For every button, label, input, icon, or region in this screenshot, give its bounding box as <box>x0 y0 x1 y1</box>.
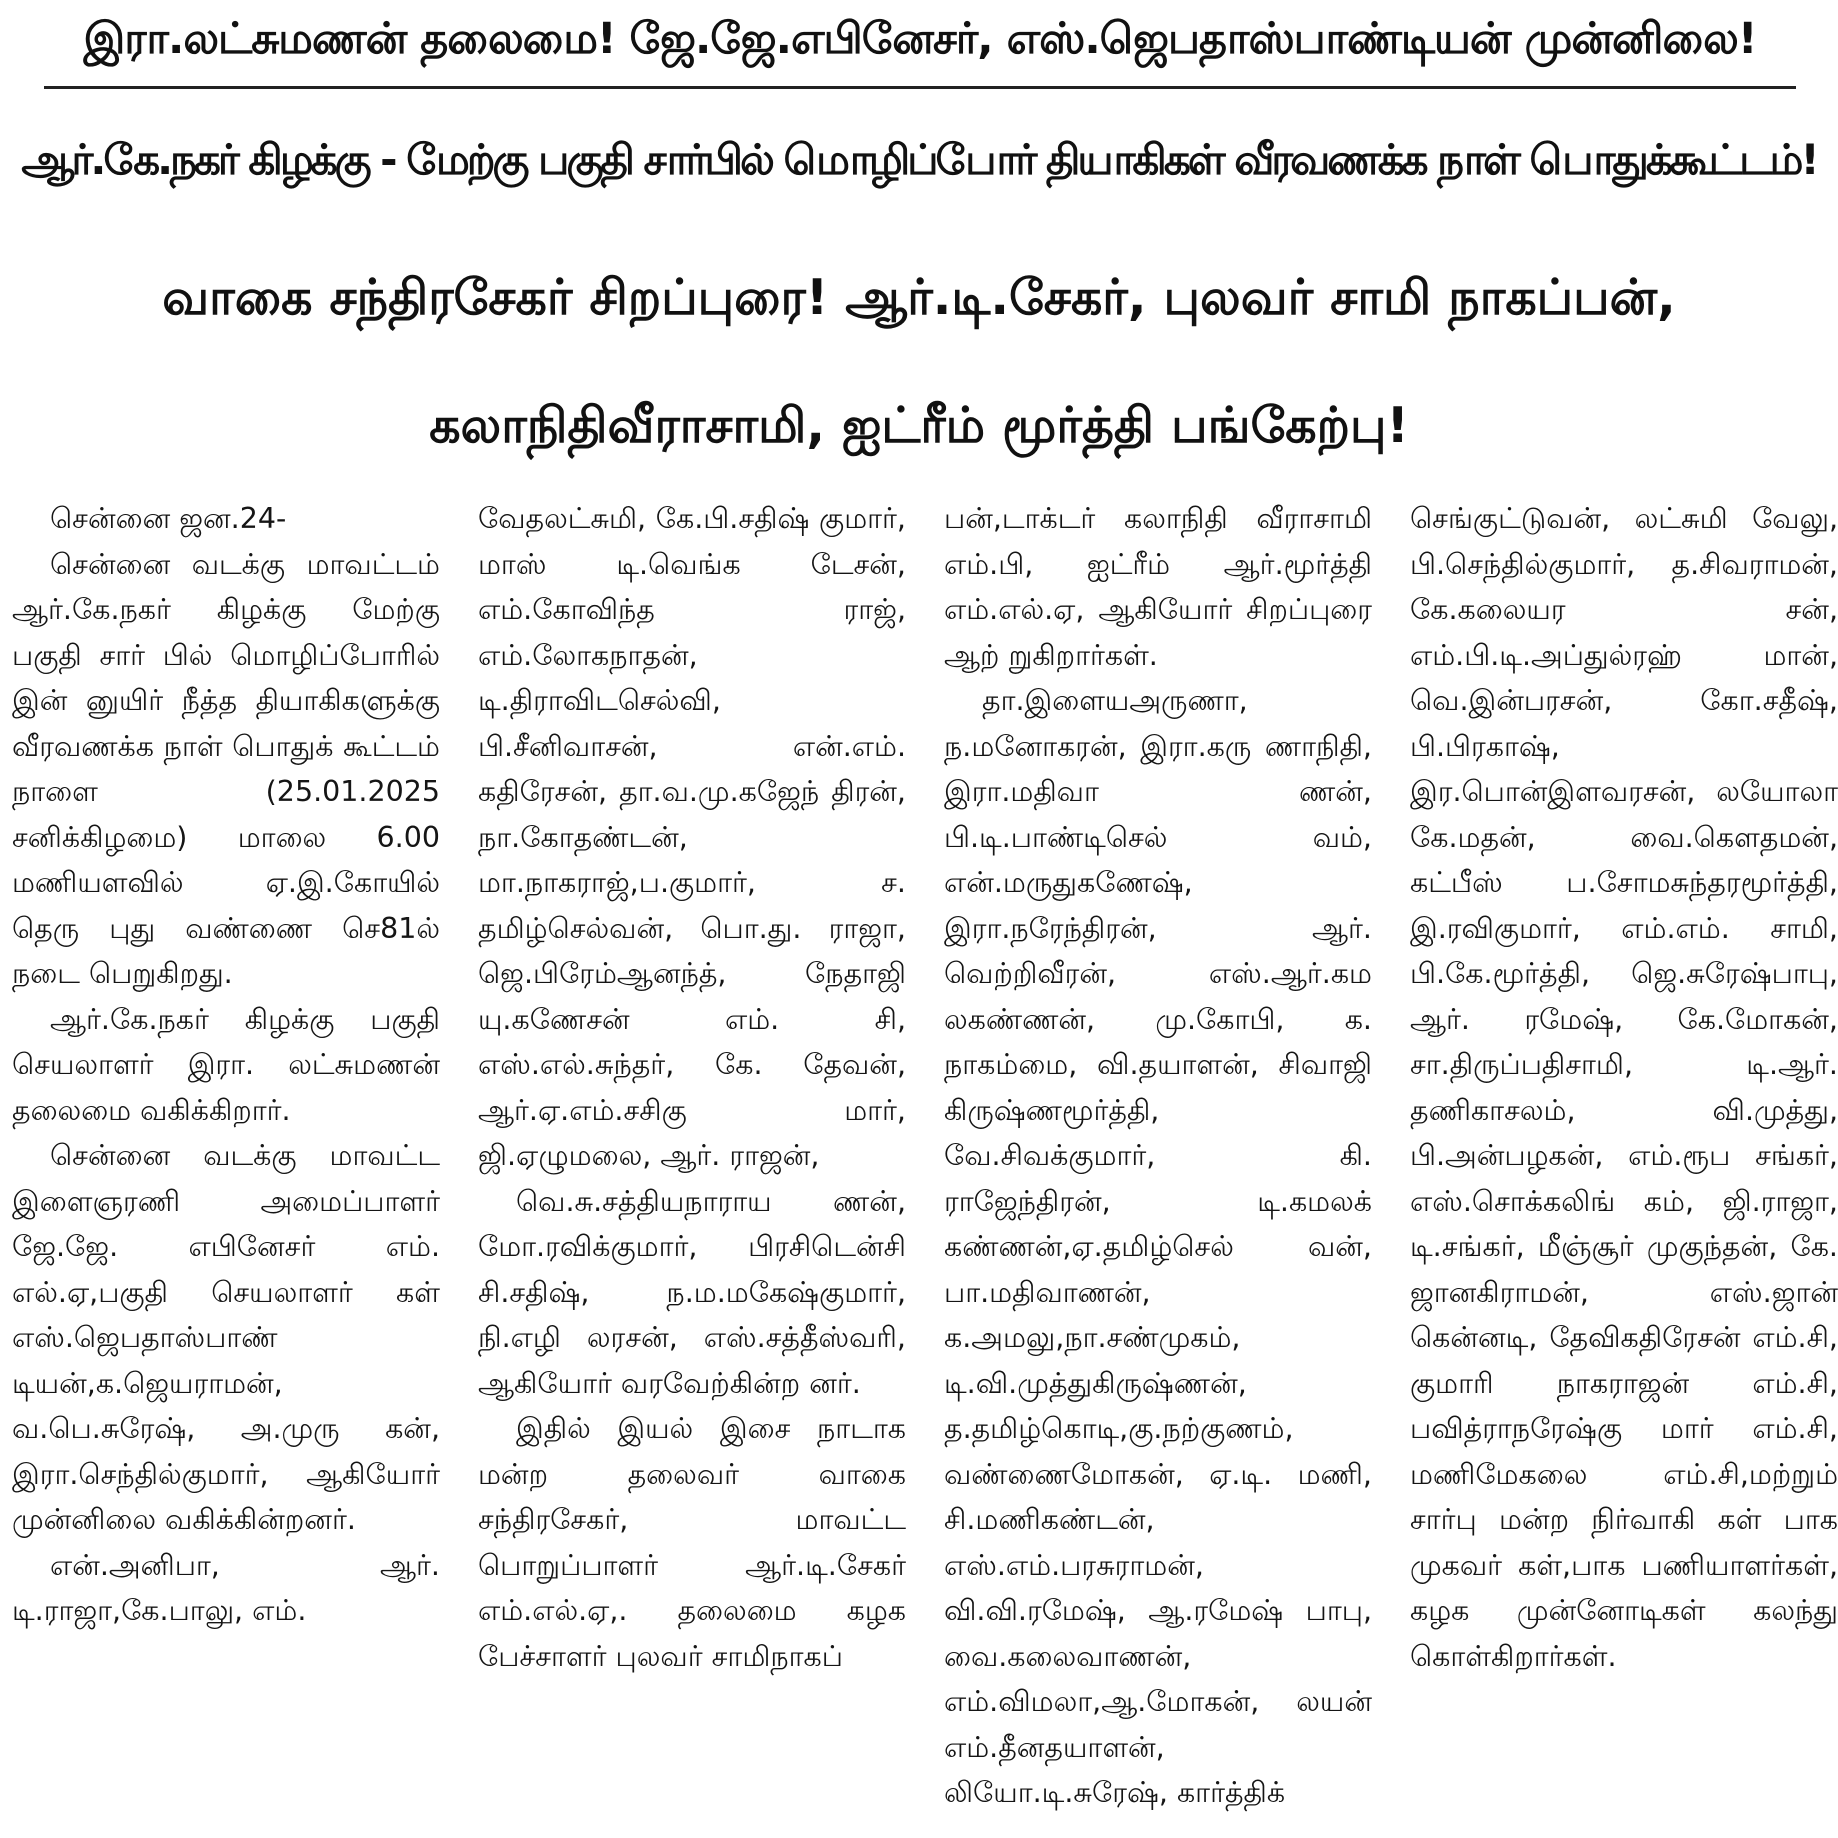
article-column-3 <box>944 496 1372 1826</box>
headline-divider <box>44 86 1796 89</box>
dateline: சென்னை ஜன.24- <box>50 502 287 535</box>
article-paragraph: தா.இளையஅருணா, ந.மனோகரன், இரா.கரு ணாநிதி, இரா.மதிவா ணன், பி.டி.பாண்டிசெல் வம், என்.மருதுகணேஷ், இரா.நரேந்திரன், ஆர். வெற்றிவீரன், எஸ்.ஆர்.கம லகண்ணன், மு.கோபி, க. நாகம்மை, வி.தயாளன், சிவாஜி கிருஷ்ணமூர்த்தி, வே.சிவக்குமார், கி. ராஜேந்திரன், டி.கமலக் கண்ணன்,ஏ.தமிழ்செல் வன், பா.மதிவாணன், க.அமலு,நா.சண்முகம், டி.வி.முத்துகிருஷ்ணன், த.தமிழ்கொடி,கு.நற்குணம், வண்ணைமோகன், ஏ.டி. மணி, சி.மணிகண்டன், எஸ்.எம்.பரசுராமன், வி.வி.ரமேஷ், ஆ.ரமேஷ் பாபு, வை.கலைவாணன், எம்.விமலா,ஆ.மோகன், லயன் எம்.தீனதயாளன், லியோ.டி.சுரேஷ், கார்த்திக் <box>944 684 1372 1809</box>
article-paragraph: சென்னை வடக்கு மாவட்டம் ஆர்.கே.நகர் கிழக்கு மேற்கு பகுதி சார் பில் மொழிப்போரில் இன் னுயிர் நீத்த தியாகிகளுக்கு வீரவணக்க நாள் பொதுக் கூட்டம் நாளை (25.01.2025 சனிக்கிழமை) மாலை 6.00 மணியளவில் ஏ.இ.கோயில் தெரு புது வண்ணை செ81ல் நடை பெறுகிறது. <box>12 547 440 990</box>
main-headline: ஆர்.கே.நகர் கிழக்கு - மேற்கு பகுதி சார்பில் மொழிப்போர் தியாகிகள் வீரவணக்க நாள் பொதுக்கூட்டம்! <box>21 134 1817 184</box>
article-paragraph: செங்குட்டுவன், லட்சுமி வேலு, பி.செந்தில்குமார், த.சிவராமன், கே.கலையர சன், எம்.பி.டி.அப்துல்ரஹ் மான், வெ.இன்பரசன், கோ.சதீஷ், பி.பிரகாஷ், இர.பொன்இளவரசன், லயோலா கே.மதன், வை.கௌதமன், கட்பீஸ் ப.சோமசுந்தரமூர்த்தி, இ.ரவிகுமார், எம்.எம். சாமி, பி.கே.மூர்த்தி, ஜெ.சுரேஷ்பாபு, ஆர். ரமேஷ், கே.மோகன், சா.திருப்பதிசாமி, டி.ஆர். தணிகாசலம், வி.முத்து, பி.அன்பழகன், எம்.ரூப சங்கர், எஸ்.சொக்கலிங் கம், ஜி.ராஜா, டி.சங்கர், மீஞ்சூர் முகுந்தன், கே. ஜானகிராமன், எஸ்.ஜான் கென்னடி, தேவிகதிரேசன் எம்.சி, குமாரி நாகராஜன் எம்.சி, பவித்ராநரேஷ்கு மார் எம்.சி, மணிமேகலை எம்.சி,மற்றும் சார்பு மன்ற நிர்வாகி கள் பாக முகவர் கள்,பாக பணியாளர்கள், கழக முன்னோடிகள் கலந்து கொள்கிறார்கள். <box>1410 502 1838 1673</box>
article-paragraph: வெ.சு.சத்தியநாராய ணன், மோ.ரவிக்குமார், பிரசிடென்சி சி.சதிஷ், ந.ம.மகேஷ்குமார், நி.எழி லரசன், எஸ்.சத்தீஸ்வரி, ஆகியோர் வரவேற்கின்ற னர். <box>478 1184 906 1400</box>
subheadline-line-2: கலாநிதிவீராசாமி, ஐட்ரீம் மூர்த்தி பங்கேற்பு! <box>429 397 1409 454</box>
article-paragraph: சென்னை வடக்கு மாவட்ட இளைஞரணி அமைப்பாளர் ஜே.ஜே. எபினேசர் எம். எல்.ஏ,பகுதி செயலாளர் கள் எஸ்.ஜெபதாஸ்பாண் டியன்,க.ஜெயராமன், வ.பெ.சுரேஷ், அ.முரு கன், இரா.செந்தில்குமார், ஆகியோர் முன்னிலை வகிக்கின்றனர். <box>12 1139 440 1536</box>
article-column-1 <box>12 496 440 1826</box>
article-paragraph: பன்,டாக்டர் கலாநிதி வீராசாமி எம்.பி, ஐட்ரீம் ஆர்.மூர்த்தி எம்.எல்.ஏ, ஆகியோர் சிறப்புரை ஆற் றுகிறார்கள். <box>944 502 1372 672</box>
subheadline-line-1: வாகை சந்திரசேகர் சிறப்புரை! ஆர்.டி.சேகர், புலவர் சாமி நாகப்பன், <box>162 269 1676 326</box>
kicker-headline: இரா.லட்சுமணன் தலைமை! ஜே.ஜே.எபினேசர், எஸ்.ஜெபதாஸ்பாண்டியன் முன்னிலை! <box>83 13 1757 64</box>
article-paragraph: என்.அனிபா, ஆர். டி.ராஜா,கே.பாலு, எம். <box>12 1548 440 1627</box>
article-column-2 <box>478 496 906 1826</box>
article-paragraph: இதில் இயல் இசை நாடாக மன்ற தலைவர் வாகை சந்திரசேகர், மாவட்ட பொறுப்பாளர் ஆர்.டி.சேகர் எம்.எல்.ஏ,. தலைமை கழக பேச்சாளர் புலவர் சாமிநாகப் <box>478 1412 906 1673</box>
article-paragraph: வேதலட்சுமி, கே.பி.சதிஷ் குமார், மாஸ் டி.வெங்க டேசன், எம்.கோவிந்த ராஜ், எம்.லோகநாதன், டி.திராவிடசெல்வி, பி.சீனிவாசன், என்.எம். கதிரேசன், தா.வ.மு.கஜேந் திரன், நா.கோதண்டன், மா.நாகராஜ்,ப.குமார், ச. தமிழ்செல்வன், பொ.து. ராஜா, ஜெ.பிரேம்ஆனந்த், நேதாஜி யு.கணேசன் எம். சி, எஸ்.எல்.சுந்தர், கே. தேவன், ஆர்.ஏ.எம்.சசிகு மார், ஜி.ஏழுமலை, ஆர். ராஜன், <box>478 502 906 1172</box>
article-paragraph: ஆர்.கே.நகர் கிழக்கு பகுதி செயலாளர் இரா. லட்சுமணன் தலைமை வகிக்கிறார். <box>12 1002 440 1127</box>
article-column-4 <box>1410 496 1838 1826</box>
